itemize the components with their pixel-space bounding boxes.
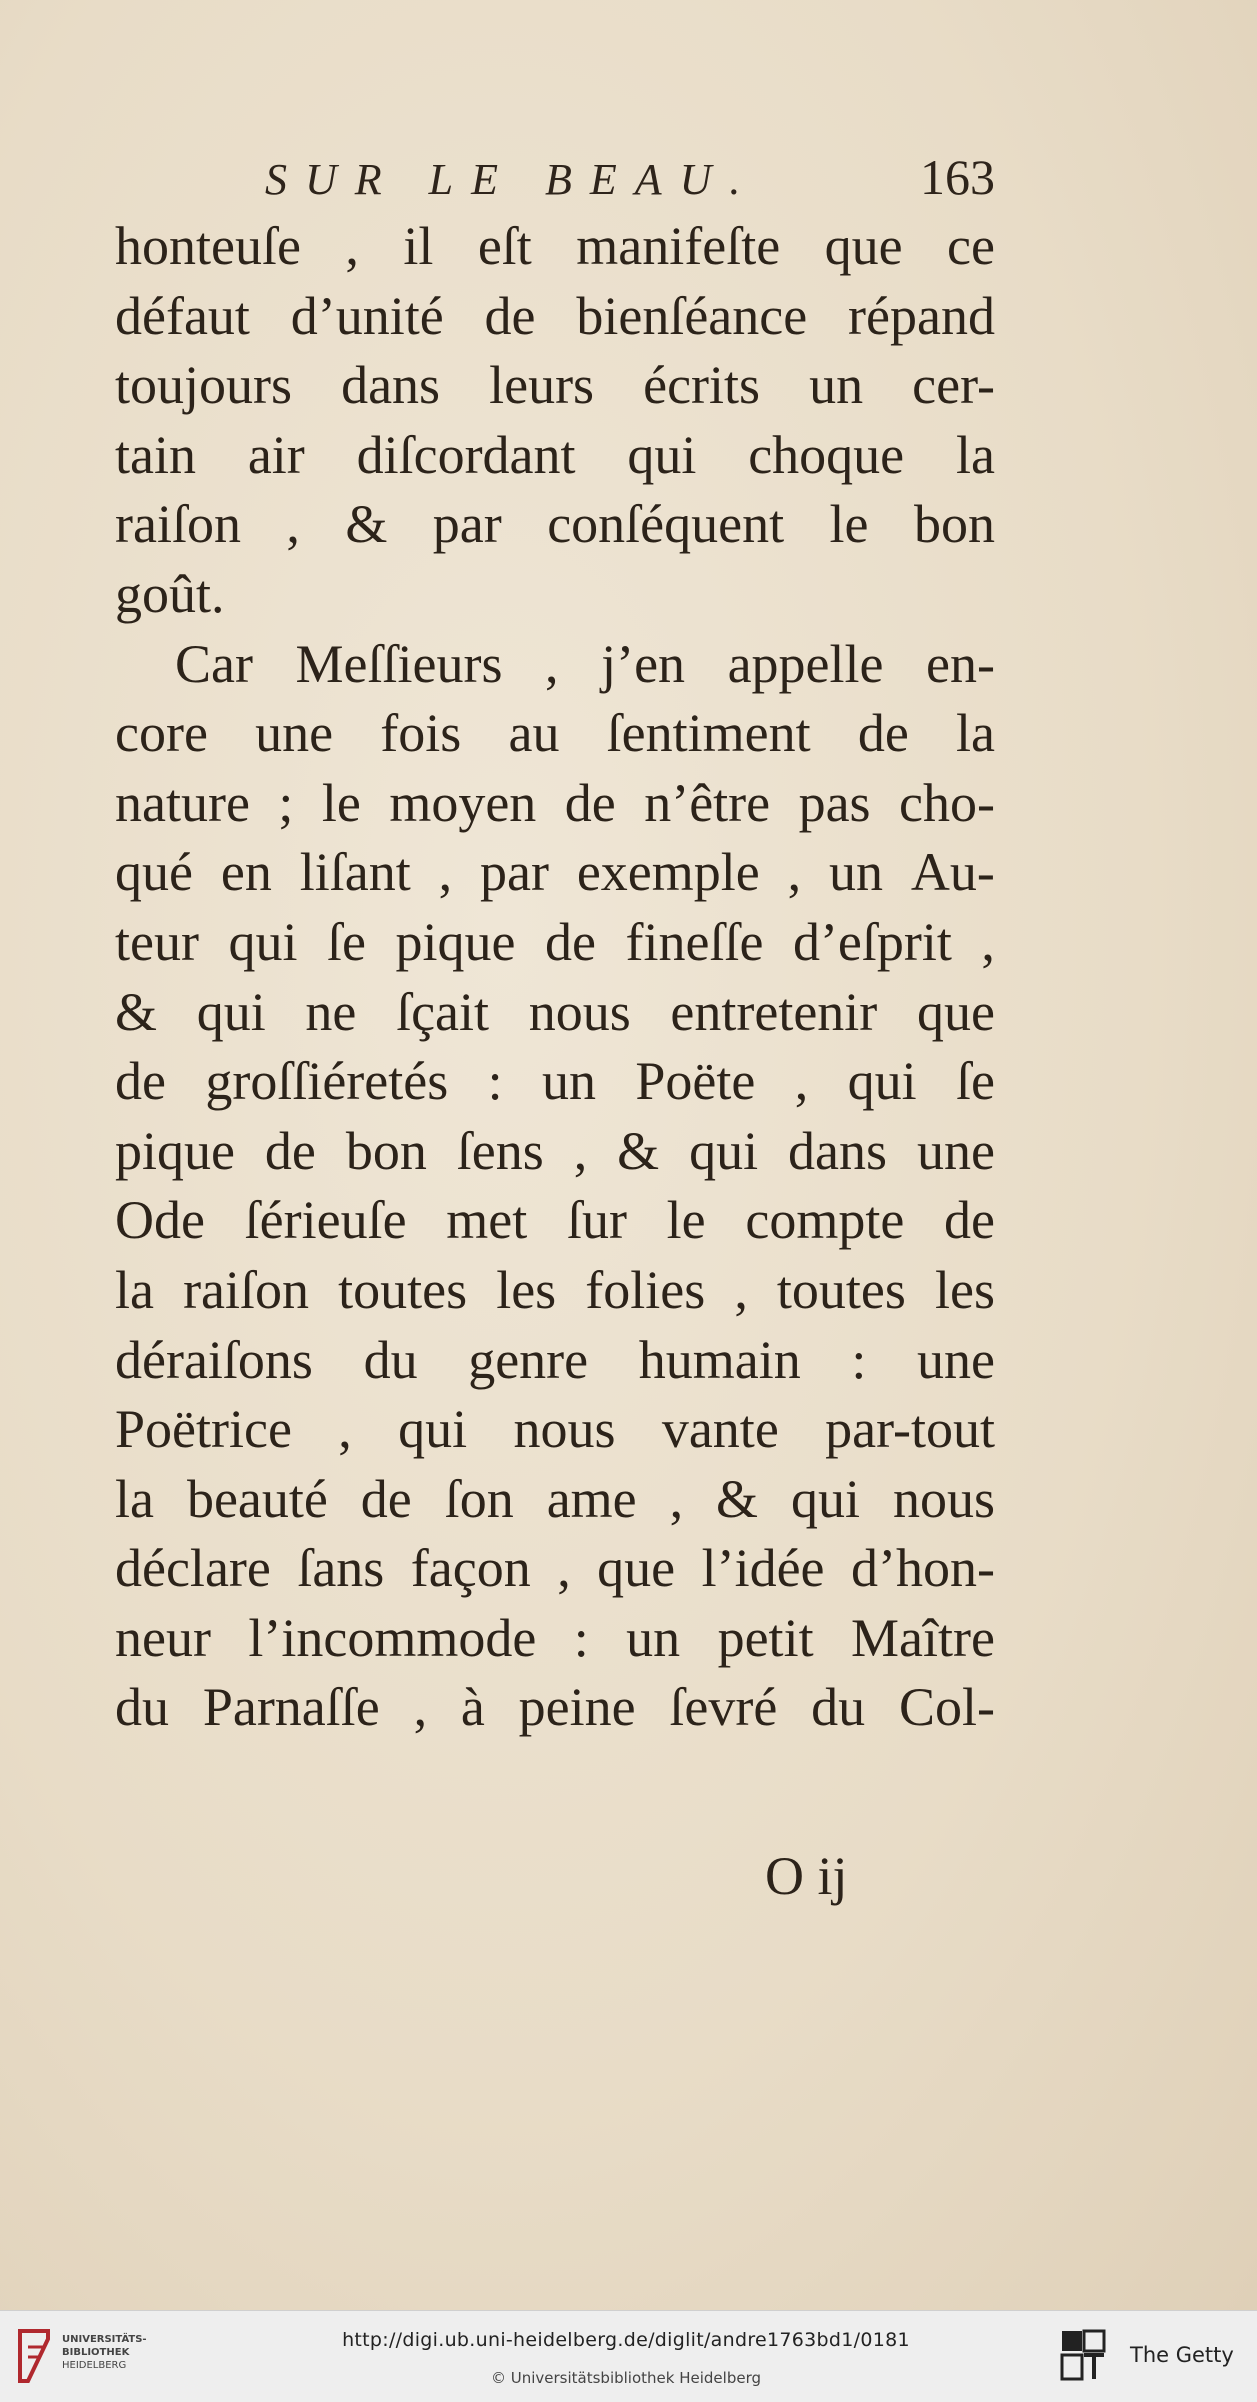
getty-logo-icon[interactable] bbox=[1058, 2327, 1108, 2385]
library-name bbox=[62, 2333, 147, 2372]
page-number: 163 bbox=[920, 149, 995, 205]
text-line-7: Car Meſſieurs , j’en appelle en- bbox=[175, 633, 995, 694]
permalink-url[interactable]: http://digi.ub.uni-heidelberg.de/diglit/andre1763bd1/0181 bbox=[342, 2329, 910, 2351]
text-line-12: & qui ne ſçait nous entretenir que bbox=[115, 981, 995, 1042]
text-line-2: défaut d’unité de bienſéance répand bbox=[115, 285, 995, 346]
text-line-4: tain air diſcordant qui choque la bbox=[115, 424, 995, 485]
text-line-13: de groſſiéretés : un Poëte , qui ſe bbox=[115, 1051, 995, 1112]
text-line-6: goût. bbox=[115, 563, 225, 624]
text-line-8: core une fois au ſentiment de la bbox=[115, 703, 995, 764]
text-line-17: déraiſons du genre humain : une bbox=[115, 1329, 995, 1390]
ub-heidelberg-logo-icon[interactable] bbox=[14, 2325, 54, 2387]
text-line-20: déclare ſans façon , que l’idée d’hon- bbox=[115, 1538, 995, 1599]
text-line-16: la raiſon toutes les folies , toutes les bbox=[115, 1259, 995, 1320]
page-header bbox=[265, 148, 995, 208]
text-line-22: du Parnaſſe , à peine ſevré du Col- bbox=[115, 1677, 995, 1738]
text-line-10: qué en liſant , par exemple , un Au- bbox=[115, 842, 995, 903]
text-line-9: nature ; le moyen de n’être pas cho- bbox=[115, 772, 995, 833]
text-line-21: neur l’incommode : un petit Maître bbox=[115, 1607, 995, 1668]
text-line-15: Ode ſérieuſe met ſur le compte de bbox=[115, 1190, 995, 1251]
text-line-1: honteuſe , il eſt manifeſte que ce bbox=[115, 216, 995, 276]
running-title: SUR LE BEAU. bbox=[265, 155, 759, 204]
copyright-notice: © Universitätsbibliothek Heidelberg bbox=[490, 2369, 761, 2387]
body-text bbox=[115, 212, 995, 1743]
text-line-11: teur qui ſe pique de fineſſe d’eſprit , bbox=[115, 911, 995, 972]
library-name-line-3: HEIDELBERG bbox=[62, 2360, 127, 2371]
viewer-footer bbox=[0, 2310, 1257, 2402]
library-name-line-2: BIBLIOTHEK bbox=[62, 2347, 130, 2358]
text-line-3: toujours dans leurs écrits un cer- bbox=[115, 355, 995, 416]
text-line-18: Poëtrice , qui nous vante par-tout bbox=[115, 1399, 995, 1460]
library-name-line-1: UNIVERSITÄTS- bbox=[62, 2334, 147, 2345]
signature-mark: O ij bbox=[765, 1846, 848, 1906]
partner-name[interactable]: The Getty bbox=[1130, 2343, 1234, 2367]
text-line-14: pique de bon ſens , & qui dans une bbox=[115, 1120, 995, 1181]
text-line-5: raiſon , & par conſéquent le bon bbox=[115, 494, 995, 555]
text-line-19: la beauté de ſon ame , & qui nous bbox=[115, 1468, 995, 1529]
